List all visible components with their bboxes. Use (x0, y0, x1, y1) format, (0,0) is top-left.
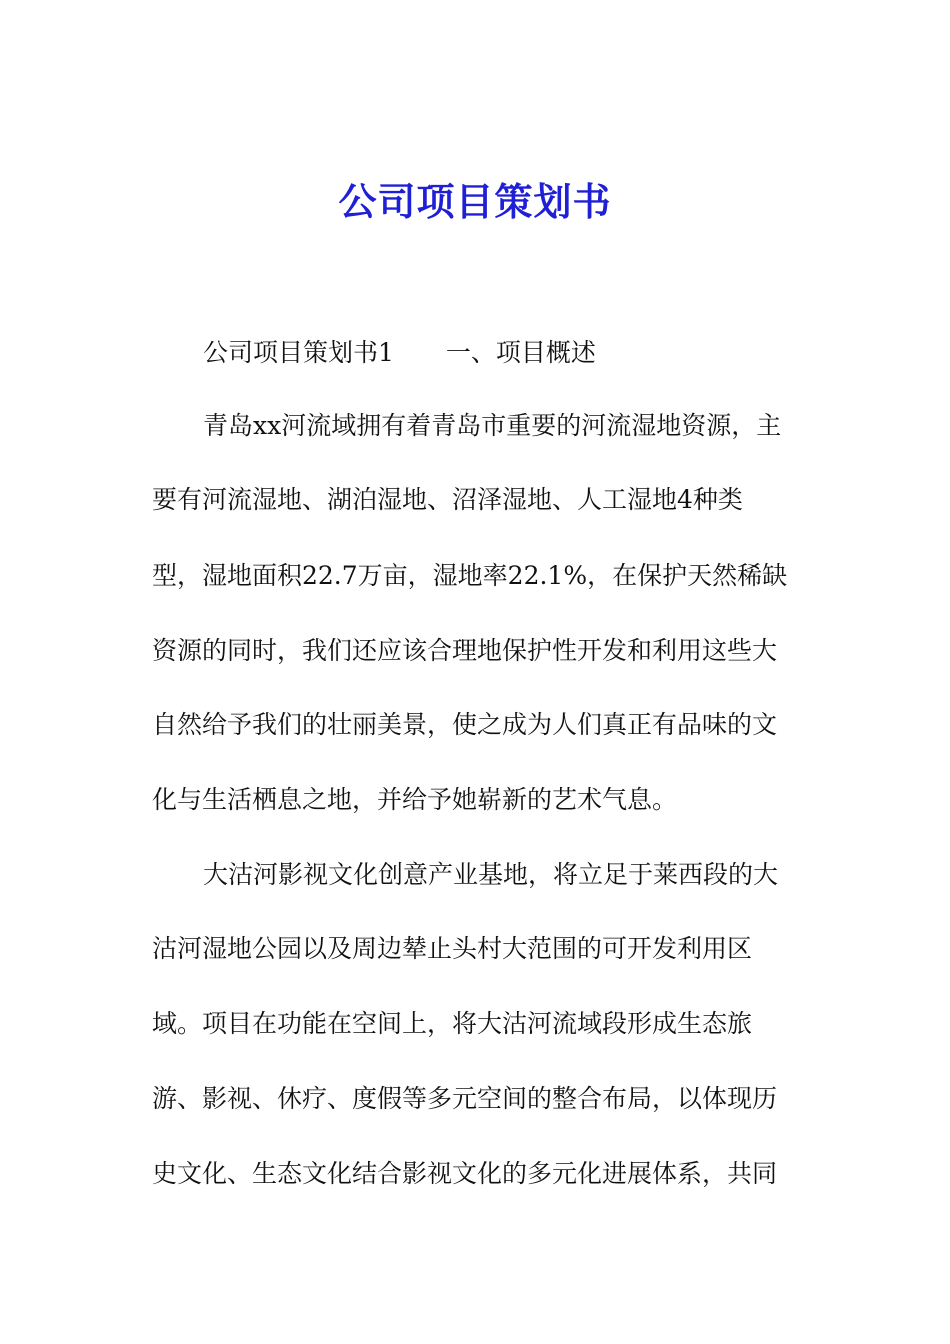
paragraph-line: 史文化、生态文化结合影视文化的多元化进展体系，共同 (152, 1159, 778, 1188)
section-heading: 一、项目概述 (445, 338, 596, 367)
plan-label: 公司项目策划书1 (203, 338, 394, 367)
section-heading-line (203, 333, 863, 373)
document-title: 公司项目策划书 (338, 179, 612, 224)
paragraph-line: 游、影视、休疗、度假等多元空间的整合布局，以体现历 (152, 1084, 778, 1113)
paragraph-line: 青岛xx河流域拥有着青岛市重要的河流湿地资源，主 (203, 411, 782, 440)
paragraph-line: 域。项目在功能在空间上，将大沽河流域段形成生态旅 (152, 1009, 753, 1038)
paragraph-line: 沽河湿地公园以及周边辇止头村大范围的可开发利用区 (152, 934, 753, 963)
paragraph-line: 自然给予我们的壮丽美景，使之成为人们真正有品味的文 (152, 710, 778, 739)
paragraph-line: 型，湿地面积22.7万亩，湿地率22.1%，在保护天然稀缺 (152, 561, 788, 590)
paragraph-line: 化与生活栖息之地，并给予她崭新的艺术气息。 (152, 785, 678, 814)
paragraph-line: 要有河流湿地、湖泊湿地、沼泽湿地、人工湿地4种类 (152, 485, 743, 514)
paragraph-line: 资源的同时，我们还应该合理地保护性开发和利用这些大 (152, 636, 778, 665)
paragraph-line: 大沽河影视文化创意产业基地，将立足于莱西段的大 (203, 860, 779, 889)
